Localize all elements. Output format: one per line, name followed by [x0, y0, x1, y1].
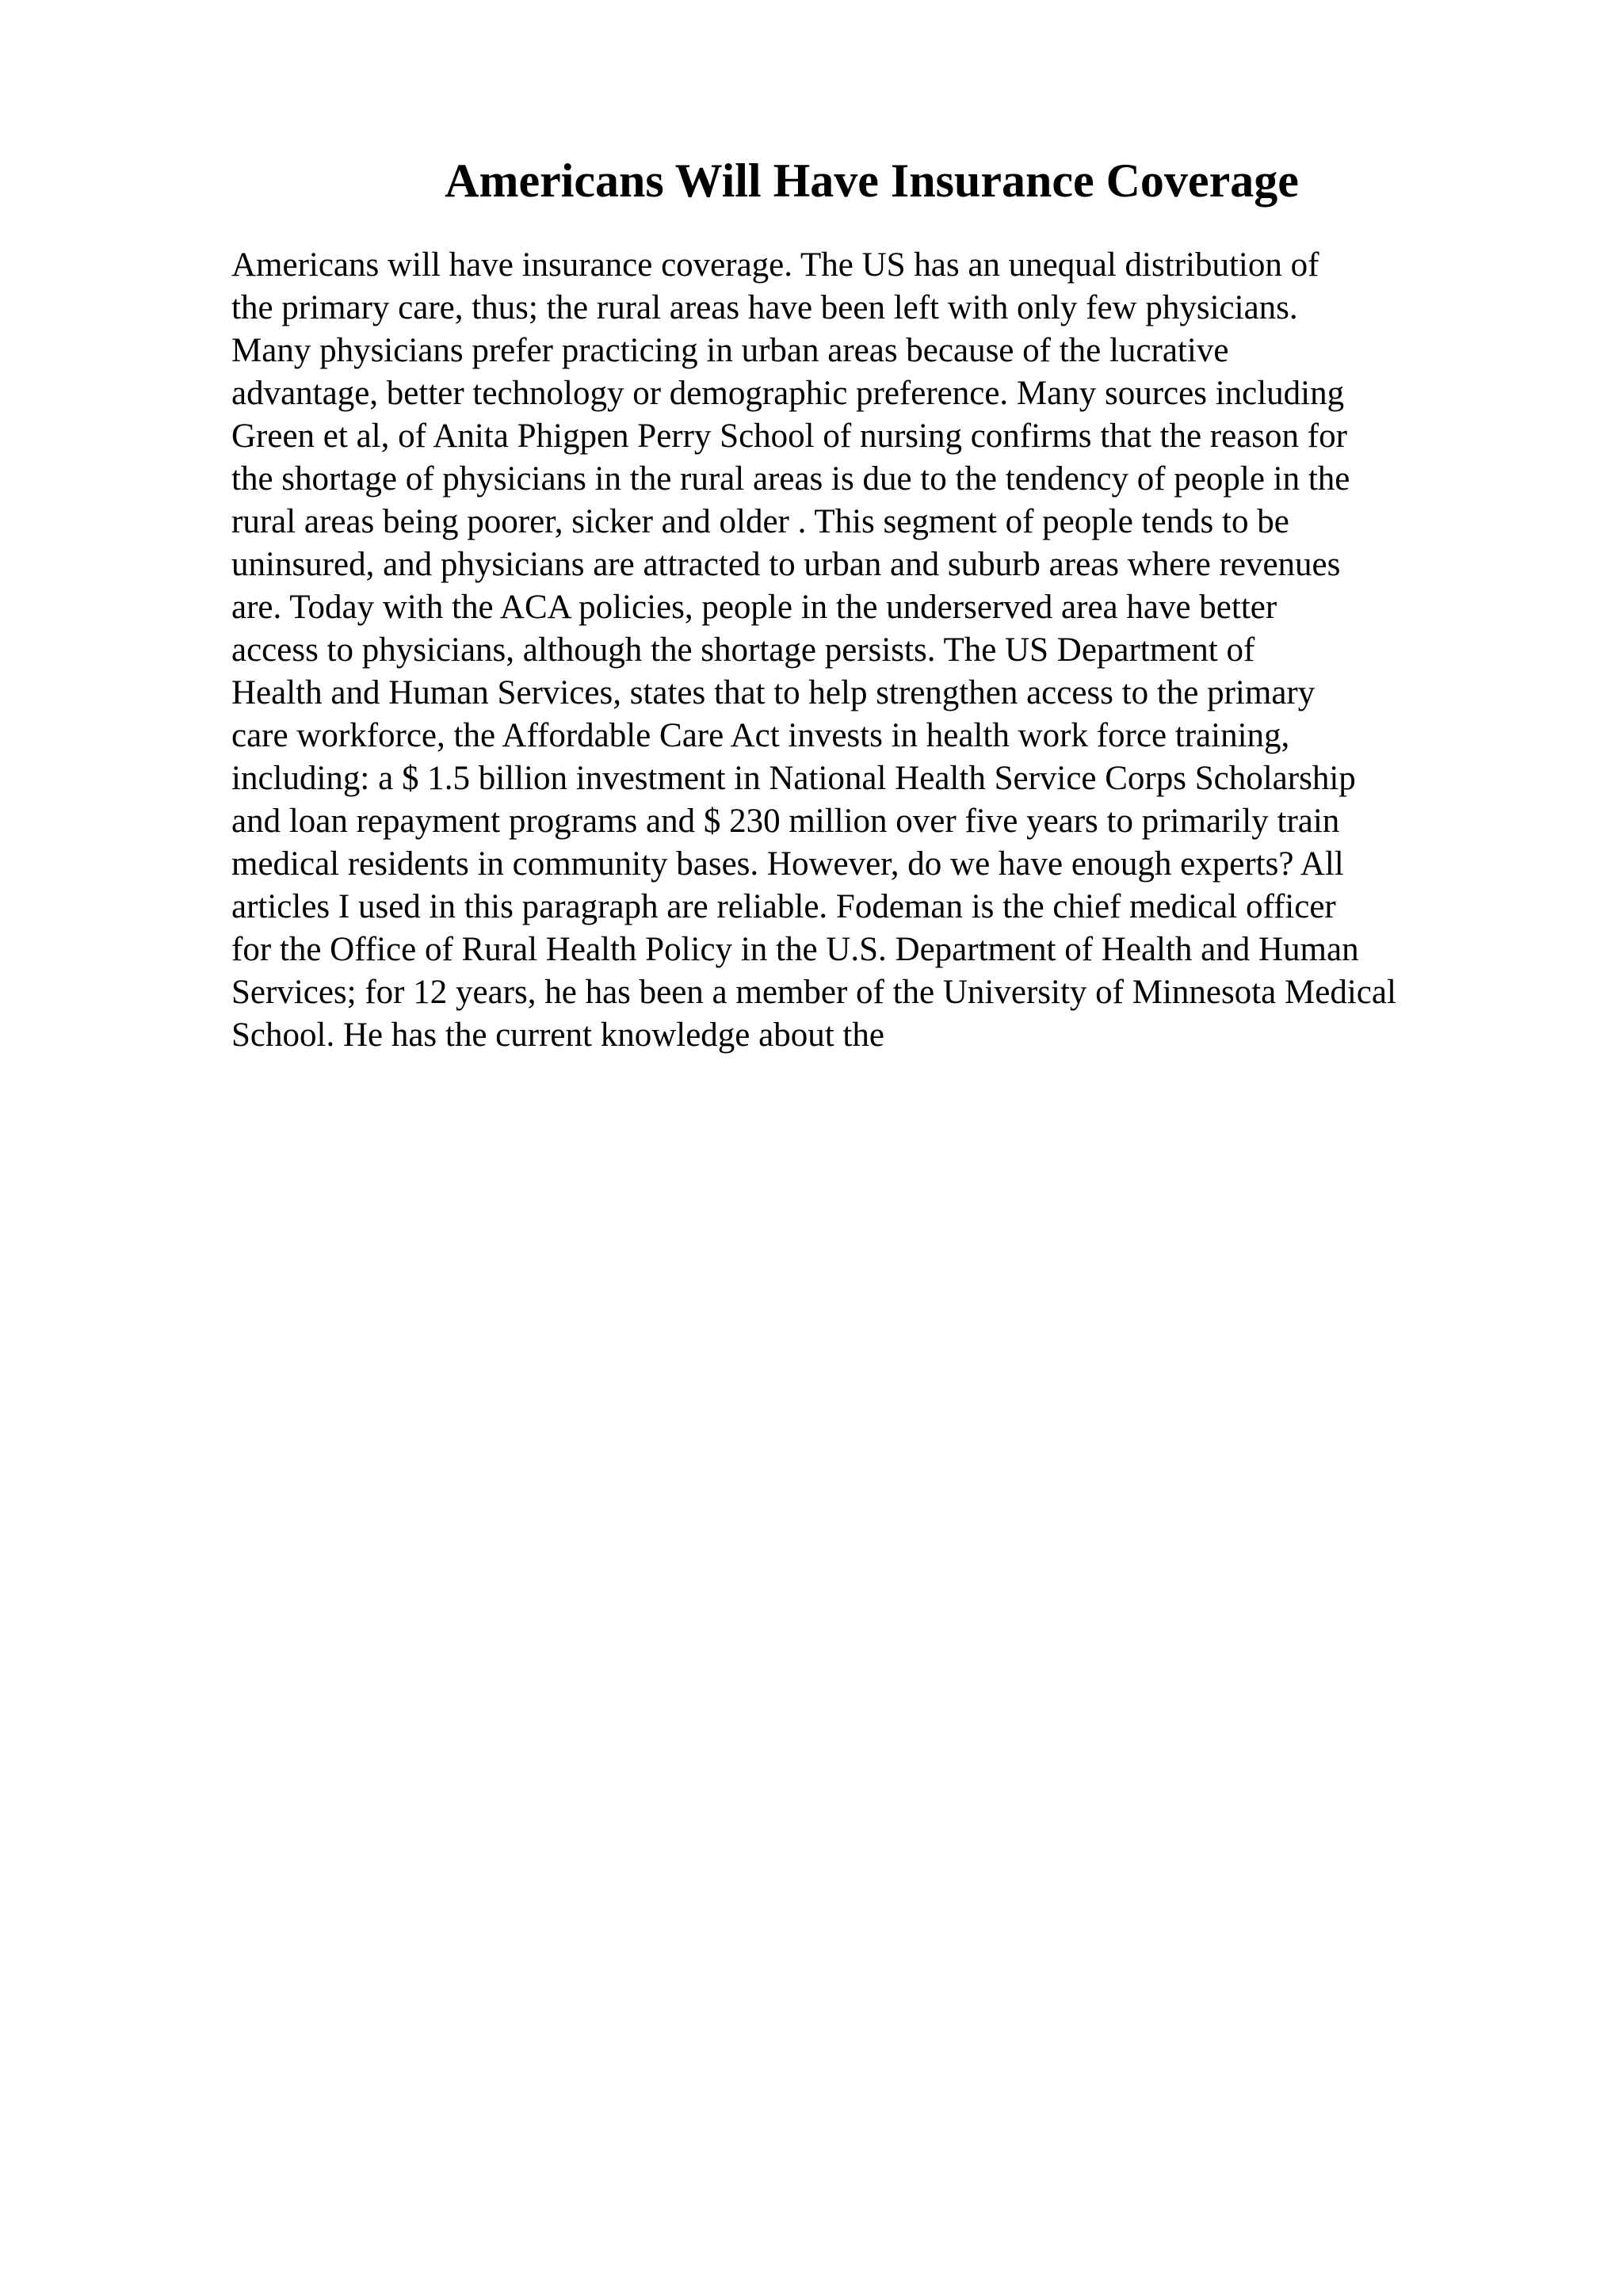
body-line: access to physicians, although the shortage persists. The US Department of — [231, 631, 1255, 669]
body-line: advantage, better technology or demographic preference. Many sources including — [231, 375, 1345, 412]
body-line: rural areas being poorer, sicker and older . This segment of people tends to be — [231, 503, 1289, 540]
document-title: Americans Will Have Insurance Coverage — [445, 154, 1299, 207]
document-body — [231, 244, 1531, 1057]
body-line: Health and Human Services, states that to help strengthen access to the primary — [231, 674, 1316, 711]
body-line: uninsured, and physicians are attracted to urban and suburb areas where revenues — [231, 546, 1341, 583]
body-line: Americans will have insurance coverage. The US has an unequal distribution of — [231, 246, 1319, 284]
body-line: care workforce, the Affordable Care Act invests in health work force training, — [231, 717, 1290, 754]
body-line: Services; for 12 years, he has been a member of the University of Minnesota Medical — [231, 974, 1396, 1011]
body-line: Many physicians prefer practicing in urban areas because of the lucrative — [231, 332, 1229, 369]
body-line: are. Today with the ACA policies, people in the underserved area have better — [231, 589, 1277, 626]
body-line: School. He has the current knowledge about the — [231, 1016, 884, 1054]
body-line: for the Office of Rural Health Policy in the U.S. Department of Health and Human — [231, 931, 1359, 968]
body-line: articles I used in this paragraph are reliable. Fodeman is the chief medical officer — [231, 888, 1336, 925]
body-line: Green et al, of Anita Phigpen Perry School of nursing confirms that the reason for — [231, 418, 1347, 455]
body-line: the primary care, thus; the rural areas have been left with only few physicians. — [231, 289, 1298, 326]
body-line: including: a $ 1.5 billion investment in National Health Service Corps Scholarship — [231, 760, 1356, 797]
body-line: medical residents in community bases. However, do we have enough experts? All — [231, 845, 1344, 883]
body-line: and loan repayment programs and $ 230 million over five years to primarily train — [231, 803, 1340, 840]
body-line: the shortage of physicians in the rural areas is due to the tendency of people in the — [231, 460, 1350, 498]
